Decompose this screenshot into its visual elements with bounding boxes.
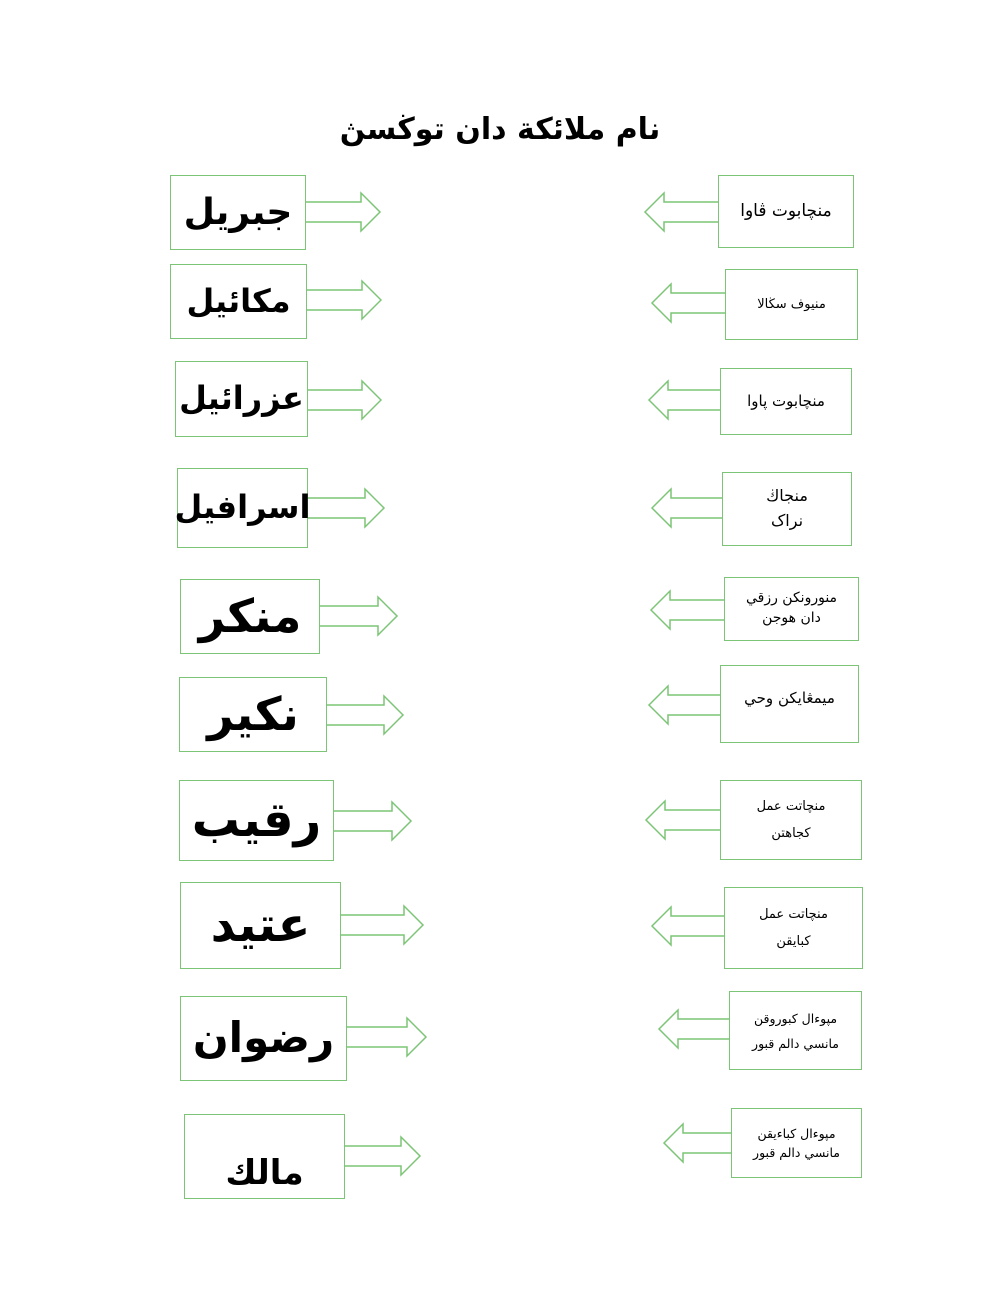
duty-text: مڽوءال كباءيقن مانسي دالم قبور — [753, 1125, 840, 1160]
duty-text: منچاتت عمل كجاهتن — [756, 798, 826, 841]
duty-box[interactable] — [724, 577, 859, 641]
duty-text: منورونکن رزقي دان هوجن — [745, 590, 838, 626]
duty-text: مڽوءال كبوروقن مانسي دالم قبور — [752, 1010, 839, 1051]
duty-box[interactable] — [720, 665, 859, 743]
angel-name-box[interactable] — [170, 264, 307, 339]
duty-box[interactable] — [731, 1108, 862, 1178]
right-arrow-icon — [314, 693, 408, 737]
right-arrow-icon — [337, 1015, 431, 1059]
angel-name-box[interactable] — [179, 677, 327, 752]
angel-name: جبريل — [183, 191, 293, 233]
angel-name-box[interactable] — [179, 780, 334, 861]
angel-name: منكر — [198, 589, 302, 644]
angel-name-box[interactable] — [170, 175, 306, 250]
duty-text: منجاڬ نراک — [766, 486, 808, 530]
duty-box[interactable] — [722, 472, 852, 546]
right-arrow-icon — [334, 903, 428, 947]
angel-name: اسرافيل — [174, 488, 311, 527]
right-arrow-icon — [308, 594, 402, 638]
duty-text: منچاتت عمل كبايقن — [759, 906, 828, 949]
right-arrow-icon — [331, 1134, 425, 1178]
angel-name-box[interactable] — [184, 1114, 345, 1199]
page-title: نام ملائكة دان توڬسڽ — [339, 112, 661, 147]
angel-name: عزرائيل — [179, 379, 304, 418]
angel-name-box[interactable] — [180, 996, 347, 1081]
duty-text: ميمڠايكن وحي — [744, 689, 835, 707]
angel-name: مكائيل — [186, 281, 291, 320]
angel-name-box[interactable] — [180, 579, 320, 654]
duty-text: منچابوت ڤاوا — [740, 201, 832, 222]
angel-name: مالك — [225, 1152, 304, 1193]
angel-name: رضوان — [192, 1013, 335, 1063]
duty-box[interactable] — [724, 887, 863, 969]
duty-box[interactable] — [720, 780, 862, 860]
right-arrow-icon — [322, 799, 416, 843]
angel-name: رقيب — [191, 792, 322, 849]
duty-box[interactable] — [725, 269, 858, 340]
angel-name: نكير — [207, 687, 299, 742]
angel-name-box[interactable] — [180, 882, 341, 969]
duty-box[interactable] — [729, 991, 862, 1070]
duty-text: منچابوت ڽاوا — [747, 392, 825, 411]
duty-box[interactable] — [720, 368, 852, 435]
angel-name: عتيد — [210, 897, 311, 954]
angel-name-box[interactable] — [175, 361, 308, 437]
duty-box[interactable] — [718, 175, 854, 248]
duty-text: منيوف سڬالا — [757, 296, 826, 312]
angel-name-box[interactable] — [174, 468, 311, 548]
